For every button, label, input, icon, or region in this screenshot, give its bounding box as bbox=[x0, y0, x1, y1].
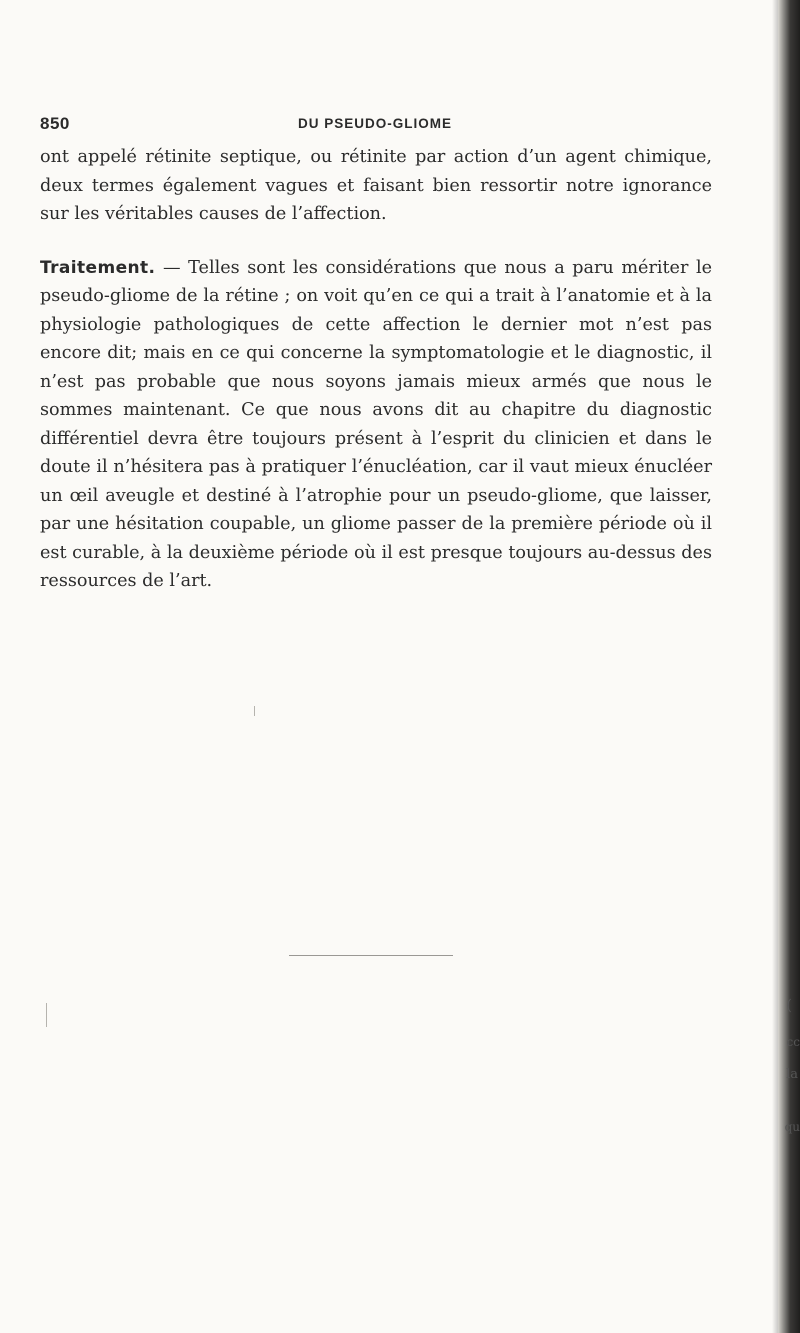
running-title: DU PSEUDO-GLIOME bbox=[298, 116, 453, 131]
section-divider bbox=[289, 955, 453, 956]
bleed-fragment: ( bbox=[786, 996, 792, 1014]
bleed-fragment: la bbox=[786, 1067, 798, 1082]
bleed-fragment: qu bbox=[784, 1120, 800, 1134]
paragraph-2-text: — Telles sont les considérations que nous a paru mériter le pseudo-gliome de la rétine ; on voit qu’en ce qui a trait à l’anatomie et à la physiologie pathologiques de cette affection le dernier mot n’est pas encore dit; mais en ce qui concerne la symptomatologie et le diagnostic, il n’est pas probable que nous soyons jamais mieux armés que nous le sommes maintenant. Ce que nous avons dit au chapitre du diagnostic différentiel devra être toujours présent à l’esprit du clinicien et dans le doute il n’hésitera pas à pratiquer l’énucléation, car il vaut mieux énucléer un œil aveugle et destiné à l’atrophie pour un pseudo-gliome, que laisser, par une hésitation coupable, un gliome passer de la première période où il est curable, à la deuxième période où il est presque toujours au-dessus des ressources de l’art. bbox=[40, 257, 712, 591]
section-heading: Traitement. bbox=[40, 257, 156, 278]
body-text bbox=[40, 143, 712, 596]
paragraph-1: ont appelé rétinite septique, ou rétinite par action d’un agent chimique, deux termes également vagues et faisant bien ressortir notre ignorance sur les véritables causes de l’affection. bbox=[40, 147, 712, 224]
page-number: 850 bbox=[40, 114, 70, 133]
paragraph-2 bbox=[40, 254, 712, 596]
scan-speck bbox=[254, 706, 255, 716]
page-header bbox=[40, 114, 755, 138]
scan-speck bbox=[46, 1003, 47, 1027]
bleed-fragment: cc bbox=[786, 1035, 800, 1049]
